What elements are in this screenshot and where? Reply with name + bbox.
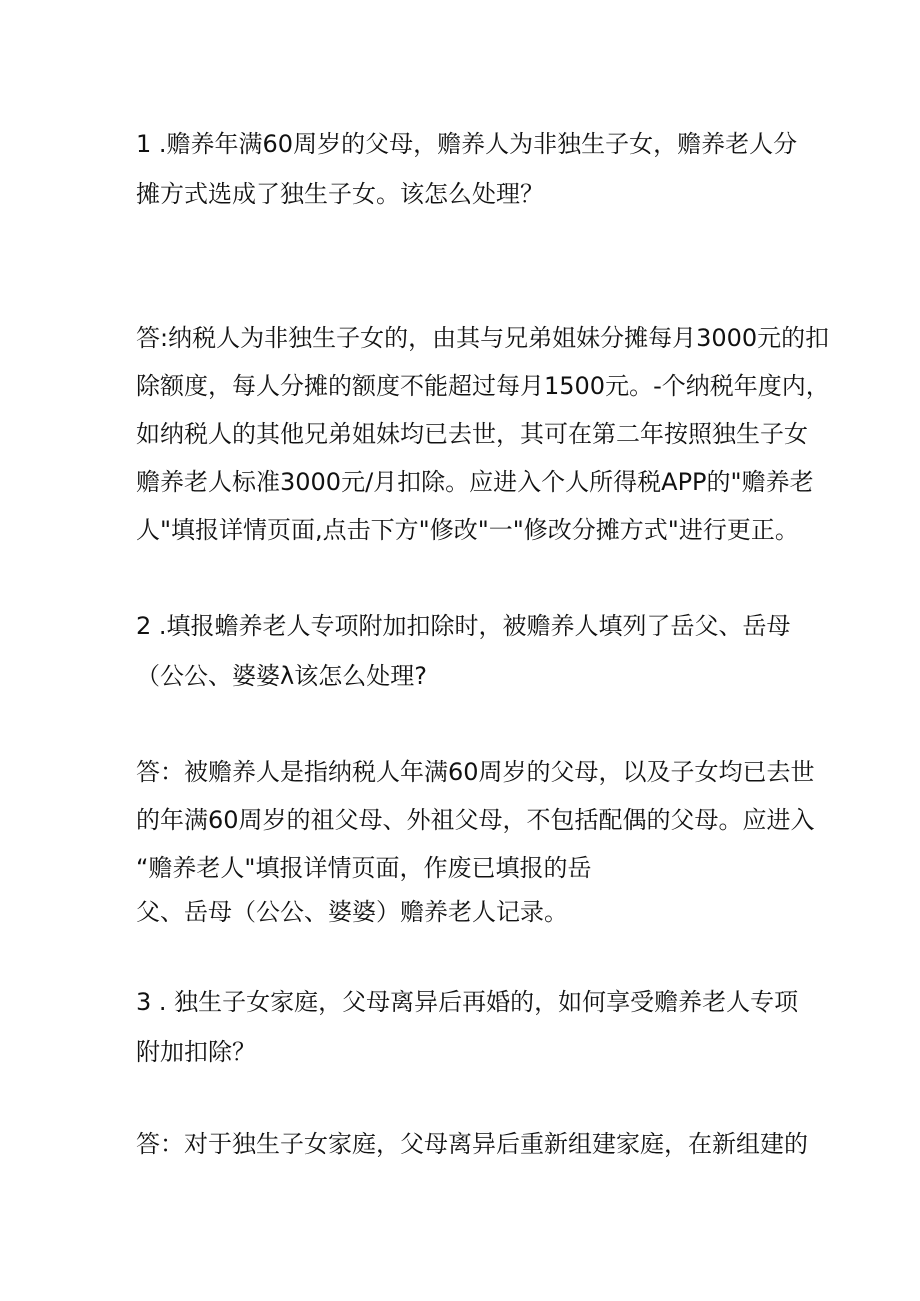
answer-1-line-4: 赡养老人标准3000元/月扣除。应进入个人所得税APP的"赡养老 xyxy=(136,468,814,496)
answer-2-line-2: 的年满60周岁的祖父母、外祖父母，不包括配偶的父母。应进入 xyxy=(136,806,815,834)
question-1-line-2: 摊方式选成了独生子女。该怎么处理？ xyxy=(136,180,544,208)
answer-2-line-4: 父、岳母（公公、婆婆）赡养老人记录。 xyxy=(136,898,568,926)
answer-2-line-3: “赡养老人"填报详情页面，作废已填报的岳 xyxy=(136,854,592,882)
answer-3-line-1: 答：对于独生子女家庭，父母离异后重新组建家庭，在新组建的 xyxy=(136,1130,808,1158)
question-2-line-1: 2 .填报蟾养老人专项附加扣除时，被赡养人填列了岳父、岳母 xyxy=(136,612,791,640)
question-3-line-1: 3 . 独生子女家庭，父母离异后再婚的，如何享受赡养老人专项 xyxy=(136,988,799,1016)
answer-1-line-1: 答:纳税人为非独生子女的，由其与兄弟姐妹分摊每月3000元的扣 xyxy=(136,324,830,352)
answer-1-line-5: 人"填报详情页面,点击下方"修改"一"修改分摊方式"进行更正。 xyxy=(136,516,799,544)
answer-1-line-2: 除额度，每人分摊的额度不能超过每月1500元。-个纳税年度内， xyxy=(136,372,830,400)
question-2-line-2: （公公、婆婆λ该怎么处理? xyxy=(136,662,427,690)
answer-2-line-1: 答：被赡养人是指纳税人年满60周岁的父母，以及子女均已去世 xyxy=(136,758,815,786)
question-1-line-1: 1 .赡养年满60周岁的父母，赡养人为非独生子女，赡养老人分 xyxy=(136,130,798,158)
answer-1-line-3: 如纳税人的其他兄弟姐妹均已去世，其可在第二年按照独生子女 xyxy=(136,420,808,448)
question-3-line-2: 附加扣除？ xyxy=(136,1038,256,1066)
